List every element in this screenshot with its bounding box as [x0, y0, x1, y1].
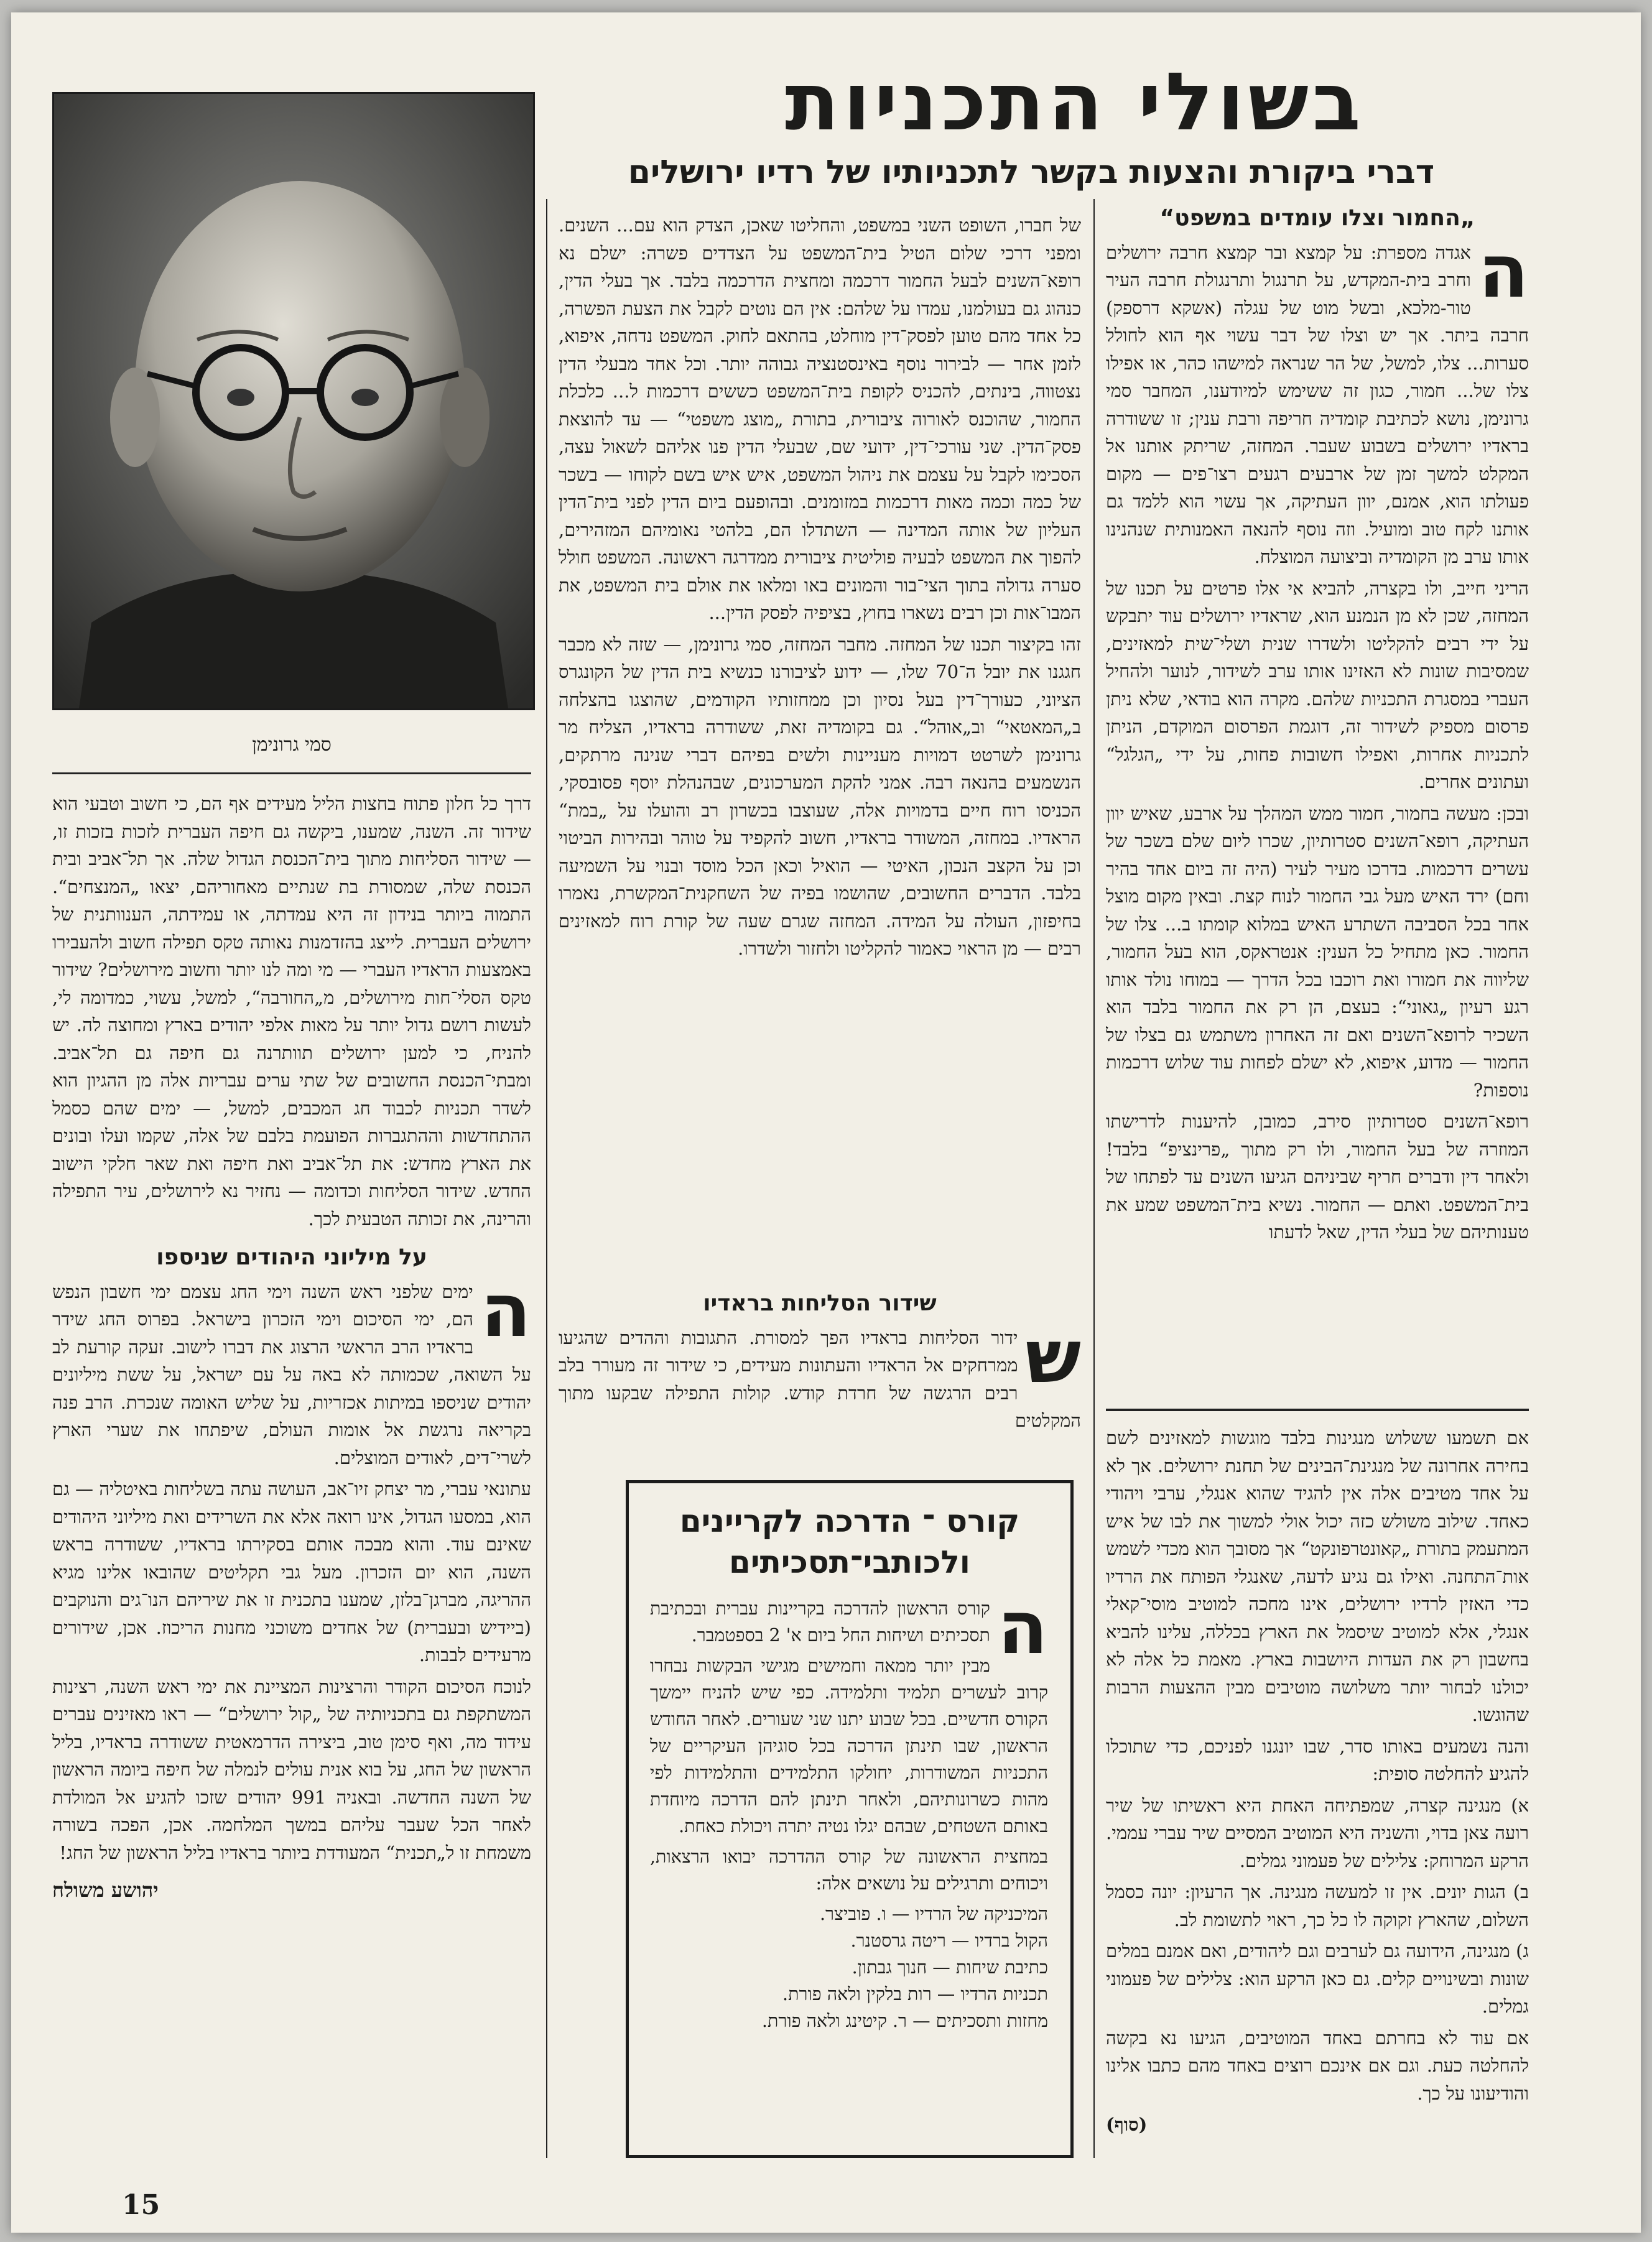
- course-box-title: [629, 1501, 1070, 1583]
- course-title-line-1: קורס ־ הדרכה לקריינים: [679, 1503, 1020, 1539]
- slichot-dropcap: ש: [1025, 1313, 1081, 1399]
- middle-column-separator: [546, 199, 547, 2158]
- headline-title: בשולי התכניות: [785, 56, 1365, 149]
- course-paragraph-3: במחצית הראשונה של קורס ההדרכה יבואו הרצאות, ויכוחים ותרגילים על נושאים אלה:: [650, 1846, 1048, 1894]
- course-list-item: המיכניקה של הרדיו — ו. פוביצר.: [819, 1904, 1048, 1924]
- left-column: [52, 790, 531, 2158]
- middle-paragraph-1: של חברו, השופט השני במשפט, והחליטו שאכן, הצדק הוא עם... השנים. ומפני דרכי שלום הטיל בית־המשפט על הצדדים פשרה: ישלם נא רופא־השנים לבעל החמור דרכמה ומחצית הדרכמה בלבד. אך בעלי הדין, כנהוג גם בעולמנו, עמדו על שלהם: אין הם נוטים לקבל את הצעת הפשרה, כל אחד מהם טוען לפסק־דין מוחלט, בהתאם לחוק. המשפט נדחה, איפוא, לזמן אחר — לבירור נוסף באינסטנציה גבוהה יותר. וכל אחד מבעלי הדין נצטווה, בינתים, להכניס לקופת בית־המשפט כששים דרכמות ל... כלכלת החמור, שהוכנס לאורוה ציבורית, בתורת „מוצג משפטי“ — עד להוצאת פסק־הדין. שני עורכי־דין, ידועי שם, שבעלי הדין פנו אליהם לשאול עצה, הסכימו לקבל על עצמם את ניהול המשפט, איש איש בשם לקוחו — בשכר של כמה וכמה מאות דרכמות במזומנים. ובהופעם ביום הדין לפני בית־הדין העליון של אותה המדינה — השתדלו הם, בלהטי נאומיהם המזהירים, להפוך את המשפט לבעיה פוליטית ציבורית ממדרגה ראשונה. המשפט חולל סערה גדולה בתוך הצי־בור והמונים באו ומלאו את אולם בית המשפט, את המבו־אות וכן רבים נשארו בחוץ, בציפיה לפסק הדין...: [559, 215, 1081, 623]
- course-title-line-2: ולכותבי־תסכיתים: [729, 1544, 970, 1580]
- slichot-paragraph-1: ידור הסליחות בראדיו הפך למסורת. התגובות וההדים שהגיעו ממרחקים אל הראדיו והעתונות מעידים, כי שידור זה מעורר בלב רבים הרגשה של חרדת קודש. קולות התפילה שבקעו מתוך המקלטים: [559, 1327, 1081, 1431]
- photo-caption: סמי גרונימן: [252, 734, 332, 756]
- right-paragraph-4: רופא־השנים סטרותיון סירב, כמובן, להיענות לדרישתו המוזרה של בעל החמור, ולו רק מתוך „פרינציפ“ בלבד! ולאחר דין ודברים חריף שביניהם הגיעו השנים עד לפתחו של בית־המשפט. ואתם — החמור. נשיא בית־המשפט שמע את טענותיהם של בעלי הדין, שאל לדעתו: [1106, 1111, 1529, 1243]
- bottom-item: ג) מנגינה, הידועה גם לערבים וגם ליהודים, ואם אמנם במלים שונות ובשינויים קלים. גם כאן הרקע הוא: צלילים של פעמוני גמלים.: [1106, 1940, 1529, 2017]
- portrait-photo: [52, 92, 535, 710]
- middle-paragraph-2: זהו בקיצור תכנו של המחזה. מחבר המחזה, סמי גרונימן, — שזה לא מכבר חגגנו את יובל ה־70 שלו, — ידוע לציבורנו כנשיא בית הדין של הקונגרס הציוני, כעורך־דין בעל נסיון וכן ממחזותיו הקודמים, שהוצגו בהצלחה ב„המאטאי“ וב„אוהל“. גם בקומדיה זאת, ששודרה בראדיו, הצליח מר גרונימן לשרטט דמויות מעניינות ולשים בפיהם דברי שנינה מרתקים, הנשמעים בהנאה רבה. אמני להקת המערכונים, שבהנהלת יוסף פסובסקי, הכניסו רוח חיים בדמויות אלה, שעוצבו בכשרון רב והועלו על „במת“ הראדיו. במחזה, המשודר בראדיו, חשוב להקפיד על טוהר ובהירות הביטוי וכן על הקצב הנכון, האיטי — הואיל וכאן הכל מוסד ובנוי על השמיעה בלבד. הדברים החשובים, שהושמו בפיה של השחקנית־המקשרת, נאמרו בחיפזון, העולה על המידה. המחזה שגרם שעה של קורת רוח למאזינים רבים — מן הראוי כאמור להקליטו ולחזור ולשדרו.: [559, 633, 1081, 959]
- millions-dropcap: ה: [480, 1267, 531, 1353]
- bottom-paragraph-2: והנה נשמעים באותו סדר, שבו יונגנו לפניכם, כדי שתוכלו להגיע להחלטה סופית:: [1106, 1735, 1529, 1784]
- right-column: [1106, 202, 1529, 1384]
- course-paragraph-1: קורס הראשון להדרכה בקריינות עברית ובכתיבת תסכיתים ושיחות החל ביום א' 2 בספטמבר.: [650, 1598, 990, 1646]
- middle-column: [559, 211, 1081, 1262]
- page-number: 15: [122, 2189, 160, 2221]
- slichot-section: [559, 1287, 1081, 1461]
- course-list-item: הקול ברדיו — ריטה גרסטנר.: [850, 1930, 1048, 1951]
- course-dropcap: ה: [997, 1595, 1048, 1670]
- bottom-paragraph-1: אם תשמעו ששלוש מנגינות בלבד מוגשות למאזינים לשם בחירה אחרונה של מנגינת־הבינים של תחנת ירושלים. אך לא על אחד מטיבים אלה אין להגיד שהוא אנגלי, ערבי ויהודי כאחד. שילוב משולש כזה יכול אולי למשוך את לבו של איש המתעמק בתורת „קאונטרפונקט“ אך מסובך הוא מכדי לשמש אות־התחנה. ואילו גם נגיע לדעה, שאנגלי הפותח את הרדיו כדי האזין לרדיו ירושלים, אינו מחכה למוטיב מוסי־קאלי אנגלי, אלא למוטיב שיסמל את הארץ בכללה, עלינו להביא בחשבון רק את העדות היושבות בארץ. מאמת כל אלה לא יכולנו לבחור יותר משלושה מוטיבים מבין ההצעות הרבות שהוגשו.: [1106, 1427, 1529, 1725]
- millions-paragraph-2: עתונאי עברי, מר יצחק זיו־אב, העושה עתה בשליחות באיטליה — גם הוא, במסעו הגדול, אינו רואה אלא את השרידים ואת מיליוני היהודים שאינם עוד. והוא מבכה אותם בסקירתו בראדיו, ששודרה בראש השנה, הוא יום הזכרון. מעל גבי תקליטים שהובאו אלינו מגיא ההריגה, מברגן־בלזן, שמענו בתכנית זו את שיריהם הנו־גים והנוקבים (ביידיש ובעברית) של אחדים משוכני מחנות הריכוז. אכן, שידורים מרעידים לבבות.: [52, 1478, 531, 1665]
- bottom-item: א) מנגינה קצרה, שמפתיחה האחת היא ראשיתו של שיר רועה צאן בדוי, והשניה היא המוטיב המסיים שיר עברי עממי. הרקע המרוחק: צלילים של פעמוני גמלים.: [1106, 1794, 1529, 1871]
- bottom-item: ב) הגות יונים. אין זו למעשה מנגינה. אך הרעיון: יונה כסמל השלום, שהארץ זקוקה לו כל כך, ראוי לתשומת לב.: [1106, 1881, 1529, 1930]
- bottom-paragraph-3: אם עוד לא בחרתם באחד המוטיבים, הגיעו נא בקשה להחלטה כעת. וגם אם אינכם רוצים באחד מהם כתבו אלינו והודיעונו על כך.: [1106, 2027, 1529, 2104]
- course-list-item: כתיבת שיחות — חנוך גבתון.: [852, 1957, 1048, 1978]
- headline-subtitle: דברי ביקורת והצעות בקשר לתכניותיו של רדיו ירושלים: [628, 154, 1435, 191]
- course-box: [626, 1480, 1074, 2158]
- slichot-title: שידור הסליחות בראדיו: [703, 1290, 937, 1316]
- right-paragraph-1: אגדה מספרת: על קמצא ובר קמצא חרבה ירושלים וחרב בית-המקדש, על תרנגול ותרנגולת חרבה העיר טור-מלכא, ובשל מוט של עגלה (אשקא דרספק) חרבה ביתר. אך יש וצלו של דבר עשוי אף הוא לחולל סערות... צלו, למשל, של הר שנראה למישהו כהר, או אפילו צלו של... חמור, כגון זה ששימש למיודענו, המחבר סמי גרונימן, נושא לכתיבת קומדיה חריפה ורבת ענין; זו ששודרה בראדיו ירושלים בשבוע שעבר. המחזה, שריתק אותנו אל המקלט למשך זמן של ארבעים רגעים רצו־פים — מקום פעולתו הוא, אמנם, יוון העתיקה, אך עשוי הוא ללמד גם אותנו לקח טוב ומועיל. וזה נוסף להנאה האמנותית שנהנינו אותו ערב מן הקומדיה וביצועה המוצלח.: [1106, 241, 1529, 567]
- right-dropcap: ה: [1478, 228, 1529, 314]
- course-list-item: תכניות הרדיו — רות בלקין ולאה פורת.: [782, 1984, 1048, 2004]
- right-paragraph-3: ובכן: מעשה בחמור, חמור ממש המהלך על ארבע, שאיש יוון העתיקה, רופא־השנים סטרותיון, שכרו ליום שלם בשכר של עשרים דרכמות. בדרכו מעיר לעיר (היה זה ביום אחד בהיר וחם) ירד האיש מעל גבי החמור לנוח קצת. ובאין מקום מוצל אחר בכל הסביבה השתרע האיש במלוא קומתו ב... צלו של החמור. כאן מתחיל כל הענין: אנטראקס, הוא בעל החמור, שליווה את חמורו ואת רוכבו בכל הדרך — במוחו נולד אותו רגע רעיון „גאוני“: בעצם, הן רק את החמור בלבד הוא השכיר לרופא־השנים ואם זה האחרון משתמש גם בצלו של החמור — מדוע, איפוא, לא ישלם לפחות עוד שלוש דרכמות נוספות?: [1106, 802, 1529, 1101]
- millions-paragraph-1: ימים שלפני ראש השנה וימי החג עצמם ימי חשבון הנפש הם, ימי הסיכום וימי הזכרון בישראל. בפרוס החג שידר בראדיו הרב הראשי הרצוג את דברו לישוב. זעקה קורעת לב על השואה, שכמותה לא באה על עם ישראל, על ששת מיליונים יהודים שניספו במיתות אכזריות, על שליש האומה שנכרת. הרב פנה בקריאה נרגשת אל אומות העולם, שיפתחו את שערי הארץ לשרי־דים, לאודים המוצלים.: [52, 1281, 531, 1468]
- author-signature: יהושע משולח: [52, 1878, 159, 1902]
- millions-title: על מיליוני היהודים שניספו: [156, 1244, 427, 1270]
- right-column-separator: [1093, 199, 1095, 2158]
- millions-paragraph-3: לנוכח הסיכום הקודר והרצינות המציינת את ימי ראש השנה, רצינות המשתקפת גם בתכניותיה של „קול ירושלים“ — ראו מאזינים עברים עידוד מה, ואף סימן טוב, ביצירה הדרמאטית ששודרה בראדיו, בליל הראשון של החג, על בוא אנית עולים לנמלה של חיפה ביומה הראשון של השנה החדשה. ובאניה 991 יהודים שזכו להגיע אל המולדת לאחר הכל שעבר עליהם במשך המלחמה. אכן, הפכה בשורה משמחת זו ל„תכנית“ המעודדת ביותר בראדיו בליל הראשון של החג!: [52, 1675, 531, 1863]
- portrait-image: [54, 94, 533, 708]
- end-mark: (סוף): [1106, 2114, 1148, 2135]
- right-section-title: „החמור וצלו עומדים במשפט“: [1159, 205, 1475, 231]
- bottom-right-section: [1106, 1424, 1529, 2158]
- photo-bottom-rule: [52, 772, 531, 774]
- course-list-item: מחזות ותסכיתים — ר. קיטינג ולאה פורת.: [761, 2011, 1048, 2031]
- course-paragraph-2: מבין יותר ממאה וחמישים מגישי הבקשות נבחרו קרוב לעשרים תלמיד ותלמידה. כפי שיש להניח יימשך הקורס חדשיים. בכל שבוע יתנו שני שעורים. לאחר החודש הראשון, שבו תינתן הדרכה בכל סוגיהן העיקריים של התכניות המשודרות, יחולקו התלמידים והתלמידות לפי מהות כשרונותיהם, ולאחר תינתן להם הדרכה מיוחדת באותם השטחים, שבהם יגלו נטיה יתרה ויכולת כאחת.: [650, 1656, 1048, 1837]
- bottom-right-rule: [1106, 1409, 1529, 1411]
- slichot-paragraph-2: דרך כל חלון פתוח בחצות הליל מעידים אף הם, כי חשוב וטבעי הוא שידור זה. השנה, שמענו, ביקשה גם חיפה העברית לזכות בזכות זו, — שידור הסליחות מתוך בית־הכנסת הגדול שלה. אך תל־אביב ובית הכנסת שלה, שמסורת בת שנתיים מאחוריהם, יצאו „המנצחים“. התמוה ביותר בנידון זה היא עמדתה, או עמידתה, הענוותנית של ירושלים העברית. לייצג בהזדמנות נאותה טקס תפילה חשוב ולהעבירו באמצעות הראדיו העברי — מי ומה לנו יותר וחשוב מירושלים? שידור טקס הסלי־חות מירושלים, מ„החורבה“, למשל, עשוי, כמדומה לי, לעשות רושם גדול יותר על מאות אלפי יהודים בארץ ומחוצה לה. יש להניח, כי למען ירושלים תוותרנה גם חיפה גם תל־אביב. ומבתי־הכנסת החשובים של שתי ערים עבריות אלה מן ההגיון הוא לשדר תכניות לכבוד חג המכבים, למשל, — ימים שהם כסמל ההתחדשות וההתגברות הפועמת בלבם של אלה, שקמו ועלו ובונים את הארץ מחדש: את תל־אביב ואת חיפה ואת שאר חלקי הישוב החדש. שידור הסליחות וכדומה — נחזיר נא לירושלים, עיר התפילה והרינה, את זכותה הטבעית לכך.: [52, 793, 531, 1230]
- right-paragraph-2: הריני חייב, ולו בקצרה, להביא אי אלו פרטים על תכנו של המחזה, שכן לא מן הנמנע הוא, שראדיו ירושלים עוד יתבקש על ידי רבים להקליטו ולשדרו שנית ושלי־שית למאזינים, שמסיבות שונות לא האזינו אותו ערב לשידור, לנוער ולהחיל העברי במסגרת התכניות שלהם. מקרה הוא בודאי, שלא ניתן פרסום מספיק לשידור זה, דוגמת הפרסום המוקדם, הניתן לתכניות אחרות, ואפילו חשובות פחות, על ידי „הגלגל“ ועתונים אחרים.: [1106, 577, 1529, 792]
- course-box-body: [650, 1595, 1048, 2142]
- magazine-page: [11, 12, 1641, 2233]
